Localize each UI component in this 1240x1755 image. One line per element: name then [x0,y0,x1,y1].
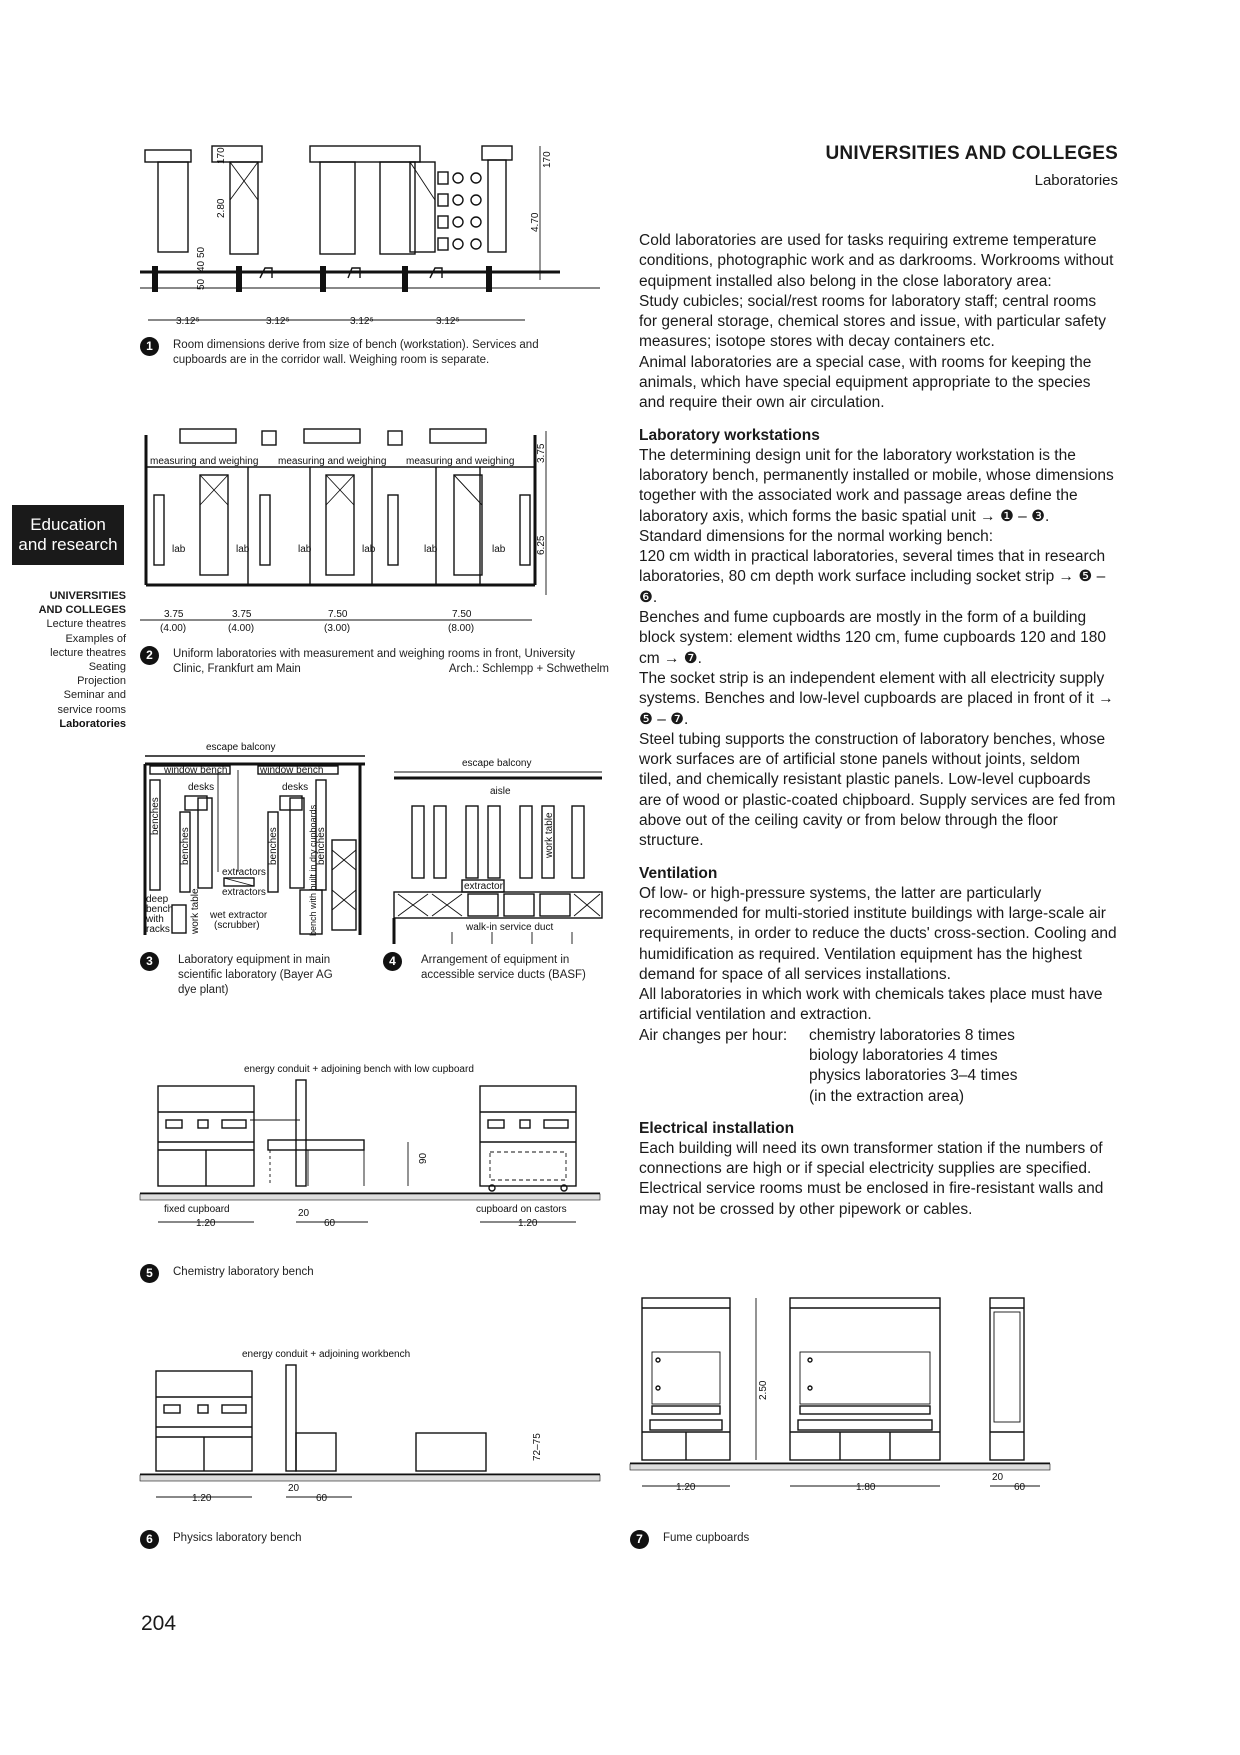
section-tab-line2: and research [18,535,118,554]
para-e1: Each building will need its own transformer station if the numbers of connections are high or if special electricity supplies are specified. Electrical service rooms must be enclosed in fire-resistant walls and may not be crossed by other pipework or cables. [639,1139,1104,1218]
figure-5-number: 5 [140,1264,159,1283]
fig3-bench-dry: bench with built in dry cupboards [308,804,318,936]
sidenav-item-seminar[interactable]: Seminar and [63,689,126,702]
figure-1-caption-line2: cupboards are in the corridor wall. Weighing room is separate. [173,354,490,366]
fig2-lab-6: lab [492,544,506,555]
fig2-dim-3b: (3.00) [324,623,351,634]
para-ws4: Benches and fume cupboards are mostly in the form of a building block system: element widths 120 cm, fume cupboards 120 and 180 cm → ❼. [639,609,1106,667]
fig7-fume-cupboard-large [790,1298,940,1460]
fig5-dim-right: 1.20 [518,1218,538,1229]
sidenav-item-examples-2[interactable]: lecture theatres [50,646,126,659]
fig2-lab-4: lab [362,544,376,555]
para-ws6: Steel tubing supports the construction of laboratory benches, whose work surfaces are of artificial stone panels without joints, seldom tiled, and chemically resistant plastic panels. Low-level cupboards are of wood or plastic-coated chipboard. Supply services are fed from above out of the ceiling cavity or from below through the floor structure. [639,730,1116,850]
fig2-dim-1: 3.75 [164,609,184,620]
figure-4-drawing [392,752,610,947]
fig4-walkin: walk-in service duct [466,922,554,933]
para-study: Study cubicles; social/rest rooms for laboratory staff; central rooms for general storage, chemical stores and issue, with particular safety measures; isotope stores with decay containers etc. [639,292,1106,351]
para-animal: Animal laboratories are a special case, with rooms for keeping the animals, which have special equipment appropriate to the species and require their own air circulation. [639,353,1092,412]
fig3-deep-2: bench [146,904,174,915]
sidenav-item-examples[interactable]: Examples of [65,632,126,645]
fig7-height: 2.50 [758,1380,769,1400]
fig4-duct-crosses [398,894,600,916]
fig3-escape-balcony: escape balcony [206,742,276,753]
figure-3-caption-line3: dye plant) [178,984,229,996]
air-changes-item: physics laboratories 3–4 times [809,1067,1018,1085]
fig7-dim-right-a: 20 [992,1472,1004,1483]
fig1-dim-1: 3.12⁵ [176,316,200,327]
fig3-window-bench-2: window bench [260,765,324,776]
fig7-fume-cupboard-small [642,1298,730,1460]
fig1-vdim-1: 170 [216,147,227,164]
fig3-benches-4: benches [316,827,327,865]
air-changes-item: biology laboratories 4 times [809,1046,998,1064]
para-ws2: Standard dimensions for the normal working bench: [639,527,994,545]
sidenav-title: UNIVERSITIES [49,590,126,602]
fig3-work-table: work table [190,888,201,934]
side-navigation [12,589,126,731]
fig3-fume-boxes [332,840,356,930]
sidenav-item-projection[interactable]: Projection [77,675,126,688]
figure-3-caption [140,952,370,1002]
fig2-vdim-2: 6.25 [536,535,547,555]
figure-7-caption [630,1530,930,1552]
air-changes-list [639,1026,1117,1107]
fig4-extractor: extractor [464,881,503,892]
figure-6-caption [140,1530,440,1552]
figure-7-drawing [630,1290,1060,1520]
fig2-benches-top [180,429,486,445]
air-changes-item: (in the extraction area) [809,1087,965,1105]
fig2-vdim-1: 3.75 [536,443,547,463]
fig3-extractors-1: extractors [222,867,266,878]
fig3-benches-2: benches [180,827,191,865]
fig2-dim-3: 7.50 [328,609,348,620]
figure-3-number: 3 [140,952,159,971]
fig4-work-table: work table [544,812,555,858]
heading-ventilation: Ventilation [639,864,718,882]
fig3-deep-3: with [146,914,164,925]
fig5-conduit [250,1080,408,1186]
fig6-height: 72–75 [532,1433,543,1461]
fig2-lab-5: lab [424,544,438,555]
figure-6-caption-text: Physics laboratory bench [173,1532,302,1544]
figure-1-caption-line1: Room dimensions derive from size of bench (workstation). Services and [173,339,539,351]
fig2-dim-1b: (4.00) [160,623,187,634]
fig6-title: energy conduit + adjoining workbench [242,1349,411,1360]
fig4-aisle: aisle [490,786,511,797]
fig1-vdim-3: 50 [196,246,207,258]
fig3-benches-1: benches [150,797,161,835]
figure-3-drawing [140,740,370,940]
fig2-room-label-3: measuring and weighing [406,456,515,467]
fig6-left-bench [156,1371,252,1471]
figure-2-drawing [140,425,600,640]
fig2-lab-1: lab [172,544,186,555]
fig2-lab-3: lab [298,544,312,555]
page-header-subtitle: Laboratories [1034,172,1118,189]
figure-1-caption [140,337,610,373]
heading-workstations: Laboratory workstations [639,426,820,444]
fig2-dim-4: 7.50 [452,609,472,620]
fig1-dim-4: 3.12⁵ [436,316,460,327]
figure-4-caption-line2: accessible service ducts (BASF) [421,969,586,981]
air-changes-label: Air changes per hour: [639,1026,788,1044]
figure-4-number: 4 [383,952,402,971]
fig5-dim-mid-a: 20 [298,1208,310,1219]
para-ws5: The socket strip is an independent element with all electricity supply systems. Benches and low-level cupboards are placed in front of it → ❺ – ❼. [639,669,1114,728]
figure-5-drawing [140,1060,610,1260]
figure-6-drawing [140,1345,610,1515]
fig7-dim-mid: 1.80 [856,1482,876,1493]
fig2-room-label-2: measuring and weighing [278,456,387,467]
para-ws1: The determining design unit for the laboratory workstation is the laboratory bench, permanently installed or mobile, whose dimensions together with the associated work and passage areas define the laboratory axis, which forms the basic spatial unit → ❶ – ❸. [639,446,1114,525]
fig3-extractors-2: extractors [222,887,266,898]
fig3-scrubber: (scrubber) [214,920,260,931]
figure-5-caption-text: Chemistry laboratory bench [173,1266,314,1278]
fig5-height: 90 [418,1152,429,1164]
figure-2-caption [140,646,610,682]
fig1-bench-units [145,146,512,254]
sidenav-item-seating[interactable]: Seating [88,661,126,674]
fig6-dim-mid-b: 60 [316,1493,328,1504]
page-header-title: UNIVERSITIES AND COLLEGES [825,143,1118,164]
figure-5-caption [140,1264,440,1286]
para-v1: Of low- or high-pressure systems, the latter are particularly recommended for multi-storied institute buildings with large-scale air requirements, in order to reduce the ducts' cross-section. Cooling and humidification as required. Ventilation equipment has the highest demand for space of all services installations. [639,884,1117,983]
fig1-vdim-2: 2.80 [216,198,227,218]
fig3-desks-1: desks [188,782,215,793]
figure-7-caption-text: Fume cupboards [663,1532,750,1544]
figure-1-number: 1 [140,337,159,356]
fig2-room-label-1: measuring and weighing [150,456,259,467]
figure-4-caption [383,952,613,988]
fig2-lab-2: lab [236,544,250,555]
fig1-vdim-7: 170 [542,151,553,168]
para-ws3: 120 cm width in practical laboratories, several times that in research laboratories, 80 cm depth work surface including socket strip → ❺ – ❻. [639,548,1106,606]
figure-2-architect: Arch.: Schlempp + Schwethelm [448,663,609,675]
fig1-vdim-4: 40 [196,260,207,272]
fig3-deep-1: deep [146,894,169,905]
figure-2-number: 2 [140,646,159,665]
fig1-vdim-6: 4.70 [530,212,541,232]
fig5-left-bench [158,1086,254,1186]
fig5-castors: cupboard on castors [476,1204,567,1215]
fig1-dimensions [148,146,553,327]
section-tab[interactable] [12,505,124,565]
page-number: 204 [141,1612,177,1635]
fig1-dim-2: 3.12⁵ [266,316,290,327]
fig1-dim-3: 3.12⁵ [350,316,374,327]
figure-3-caption-line2: scientific laboratory (Bayer AG [178,969,333,981]
fig2-lab-benches [154,475,530,575]
fig5-dim-left: 1.20 [196,1218,216,1229]
fig3-deep-4: racks [146,924,170,935]
fig5-fixed: fixed cupboard [164,1204,230,1215]
air-changes-item: chemistry laboratories 8 times [809,1026,1015,1044]
fig4-escape-balcony: escape balcony [462,758,532,769]
fig1-vdim-5: 50 [196,278,207,290]
sidenav-item-service-rooms[interactable]: service rooms [57,703,126,716]
figure-4-caption-line1: Arrangement of equipment in [421,954,570,966]
heading-electrical: Electrical installation [639,1119,795,1137]
fig5-right-bench [480,1086,576,1191]
fig3-benches-3: benches [268,827,279,865]
figure-2-caption-line1: Uniform laboratories with measurement and weighing rooms in front, University [173,648,576,660]
fig5-title: energy conduit + adjoining bench with low cupboard [244,1064,474,1075]
sidenav-item-lecture-theatres[interactable]: Lecture theatres [46,618,126,631]
figure-6-number: 6 [140,1530,159,1549]
fig5-dim-mid-b: 60 [324,1218,336,1229]
para-v2: All laboratories in which work with chemicals takes place must have artificial ventilation and extraction. [639,986,1103,1024]
fig6-dim-mid-a: 20 [288,1483,300,1494]
sidenav-item-laboratories[interactable]: Laboratories [59,717,126,730]
figure-3-caption-line1: Laboratory equipment in main [178,954,331,966]
fig1-corridor-wall [140,266,600,292]
fig2-dim-2b: (4.00) [228,623,255,634]
fig3-wet-extractor: wet extractor [210,910,268,921]
fig6-dim-left: 1.20 [192,1493,212,1504]
fig7-dim-right-b: 60 [1014,1482,1026,1493]
sidenav-title-2: AND COLLEGES [38,604,126,617]
section-tab-line1: Education [30,515,106,534]
figure-7-number: 7 [630,1530,649,1549]
fig3-window-bench-1: window bench [164,765,228,776]
fig7-dim-left: 1.20 [676,1482,696,1493]
fig2-dim-2: 3.75 [232,609,252,620]
para-intro: Cold laboratories are used for tasks requiring extreme temperature conditions, photographic work and as darkrooms. Workrooms without equipment installed also belong in the close laboratory area: [639,232,1114,290]
fig7-fume-cupboard-side [990,1298,1024,1460]
fig2-dim-4b: (8.00) [448,623,475,634]
fig1-sinks [438,172,481,250]
figure-2-caption-line2: Clinic, Frankfurt am Main [173,663,301,675]
figure-1-drawing [140,140,600,345]
fig3-desks-2: desks [282,782,309,793]
body-text-column [639,231,1117,1220]
